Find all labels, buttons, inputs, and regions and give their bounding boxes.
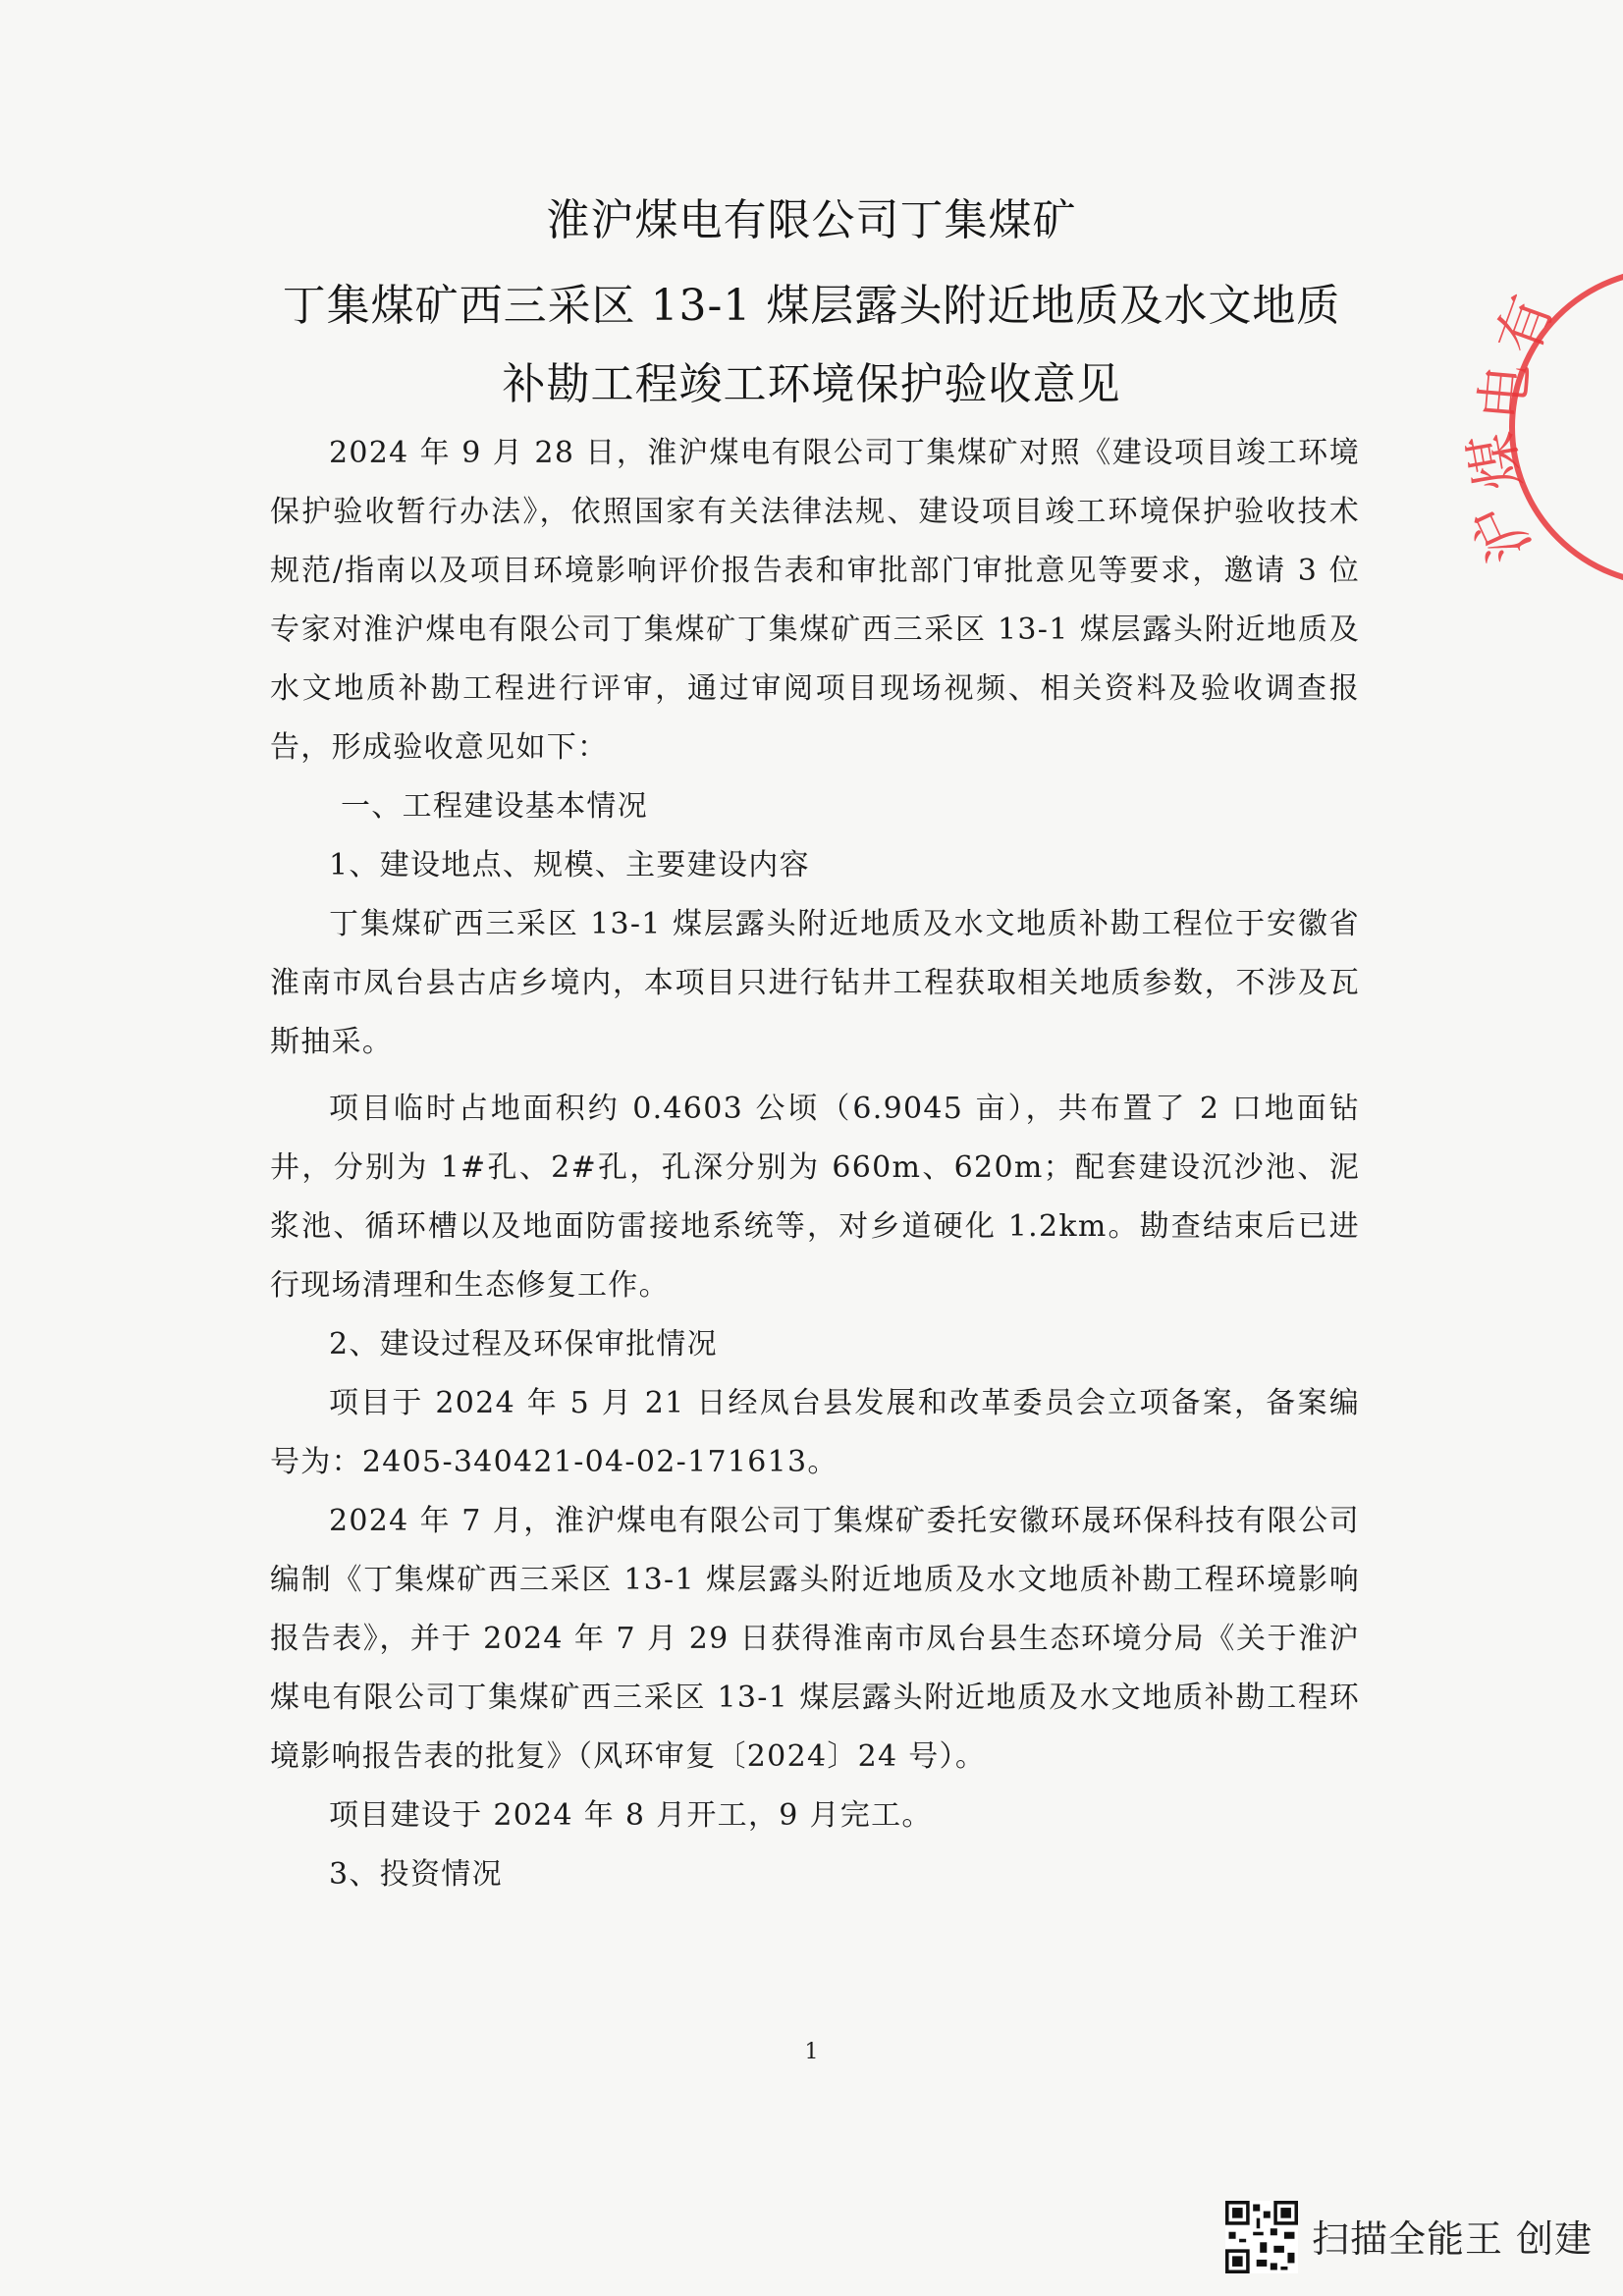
paragraph-scale: 项目临时占地面积约 0.4603 公顷（6.9045 亩），共布置了 2 口地面钻井，分别为 1#孔、2#孔，孔深分别为 660m、620m；配套建设沉沙池、泥浆池、循环槽以及地面防雷接地系统等，对乡道硬化 1.2km。勘查结束后已进行现场清理和生态修复工作。 [270,1092,1360,1303]
page-number: 1 [804,2040,819,2064]
svg-text:有: 有 [1484,287,1566,363]
scanner-watermark: 扫描全能王 创建 [1312,2217,1594,2261]
subsection-heading-approval: 2、建设过程及环保审批情况 [329,1327,718,1362]
svg-text:电: 电 [1469,360,1542,424]
paragraph-location: 丁集煤矿西三采区 13-1 煤层露头附近地质及水文地质补勘工程位于安徽省淮南市凤台县古店乡境内，本项目只进行钻井工程获取相关地质参数，不涉及瓦斯抽采。 [270,907,1360,1059]
document-title-subject: 补勘工程竣工环境保护验收意见 [502,359,1121,409]
paragraph-eia-approval: 2024 年 7 月，淮沪煤电有限公司丁集煤矿委托安徽环晟环保科技有限公司编制《丁集煤矿西三采区 13-1 煤层露头附近地质及水文地质补勘工程环境影响报告表》，并于 2024 年 7 月 29 日获得淮南市凤台县生态环境分局《关于淮沪煤电有限公司丁集煤矿西三采区 13-1 煤层露头附近地质及水文地质补勘工程环境影响报告表的批复》（风环审复〔2024〕24 号）。 [270,1504,1360,1774]
subsection-heading-location: 1、建设地点、规模、主要建设内容 [329,848,810,882]
paragraph-schedule: 项目建设于 2024 年 8 月开工，9 月完工。 [329,1798,933,1833]
document-body [270,424,1360,1904]
qr-code-icon [1225,2201,1298,2273]
company-seal-stamp [1457,265,1623,589]
section-heading-basic-info: 一、工程建设基本情况 [341,789,648,824]
svg-text:煤: 煤 [1457,427,1534,496]
svg-text:沪: 沪 [1459,492,1544,572]
document-title-company: 淮沪煤电有限公司丁集煤矿 [546,195,1077,245]
paragraph-intro: 2024 年 9 月 28 日，淮沪煤电有限公司丁集煤矿对照《建设项目竣工环境保护验收暂行办法》，依照国家有关法律法规、建设项目竣工环境保护验收技术规范/指南以及项目环境影响评价报告表和审批部门审批意见等要求，邀请 3 位专家对淮沪煤电有限公司丁集煤矿丁集煤矿西三采区 13-1 煤层露头附近地质及水文地质补勘工程进行评审，通过审阅项目现场视频、相关资料及验收调查报告，形成验收意见如下： [270,436,1360,765]
paragraph-filing: 项目于 2024 年 5 月 21 日经凤台县发展和改革委员会立项备案，备案编号为：2405-340421-04-02-171613。 [270,1386,1360,1479]
subsection-heading-investment: 3、投资情况 [329,1857,503,1892]
document-title-project: 丁集煤矿西三采区 13-1 煤层露头附近地质及水文地质 [282,281,1341,331]
